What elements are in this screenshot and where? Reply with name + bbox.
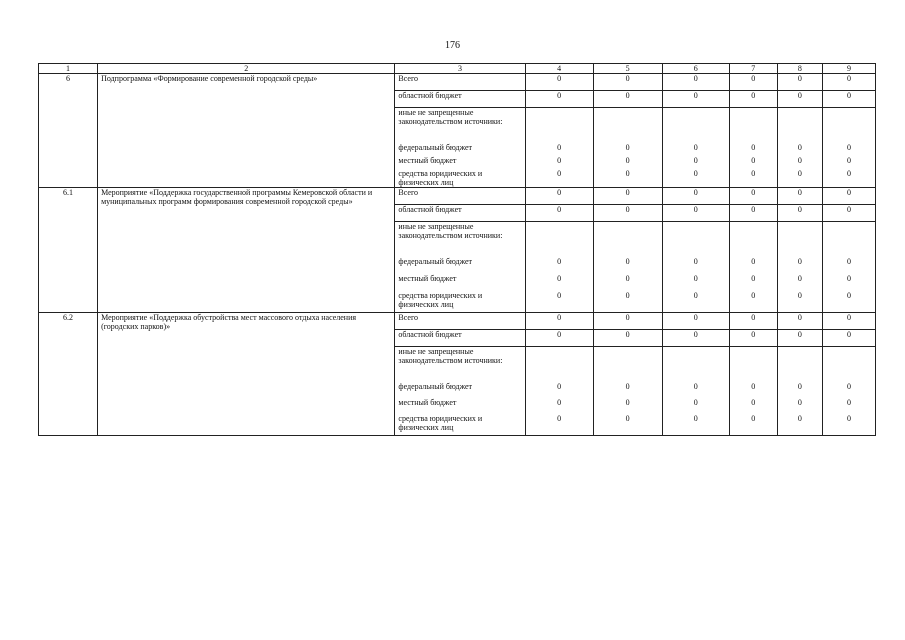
value-cell: 0 [593, 313, 662, 330]
value-cell: 0 [729, 205, 777, 222]
value-cell: 0 [777, 156, 822, 169]
value-cell [593, 347, 662, 383]
table-block-6 [39, 74, 876, 188]
value-cell: 0 [662, 330, 729, 347]
value-cell: 0 [662, 382, 729, 398]
column-header: 2 [98, 64, 395, 74]
funding-source: федеральный бюджет [395, 143, 525, 156]
value-cell: 0 [777, 291, 822, 313]
value-cell: 0 [822, 91, 875, 108]
value-cell: 0 [525, 169, 593, 188]
value-cell: 0 [593, 414, 662, 436]
value-cell: 0 [822, 257, 875, 274]
value-cell: 0 [662, 169, 729, 188]
page-number: 176 [445, 40, 460, 51]
value-cell: 0 [729, 398, 777, 414]
value-cell [593, 222, 662, 258]
value-cell: 0 [777, 398, 822, 414]
value-cell: 0 [822, 205, 875, 222]
value-cell [777, 108, 822, 144]
funding-source: местный бюджет [395, 398, 525, 414]
value-cell: 0 [525, 398, 593, 414]
funding-source: иные не запрещенные законодательством источники: [395, 108, 525, 144]
column-header: 7 [729, 64, 777, 74]
value-cell: 0 [662, 143, 729, 156]
value-cell: 0 [822, 414, 875, 436]
value-cell: 0 [729, 257, 777, 274]
funding-source: Всего [395, 188, 525, 205]
value-cell: 0 [593, 169, 662, 188]
value-cell: 0 [729, 74, 777, 91]
value-cell [822, 347, 875, 383]
value-cell: 0 [822, 398, 875, 414]
value-cell: 0 [525, 274, 593, 291]
value-cell: 0 [729, 291, 777, 313]
column-header: 9 [822, 64, 875, 74]
value-cell: 0 [729, 169, 777, 188]
funding-source: федеральный бюджет [395, 382, 525, 398]
value-cell: 0 [525, 382, 593, 398]
table-row [39, 188, 876, 205]
value-cell [822, 108, 875, 144]
value-cell: 0 [525, 74, 593, 91]
value-cell: 0 [822, 291, 875, 313]
value-cell: 0 [729, 414, 777, 436]
value-cell: 0 [822, 156, 875, 169]
row-name: Подпрограмма «Формирование современной городской среды» [98, 74, 395, 188]
value-cell: 0 [525, 313, 593, 330]
value-cell: 0 [729, 382, 777, 398]
value-cell: 0 [777, 169, 822, 188]
value-cell: 0 [822, 169, 875, 188]
value-cell [525, 108, 593, 144]
value-cell: 0 [593, 188, 662, 205]
value-cell: 0 [822, 74, 875, 91]
value-cell [525, 347, 593, 383]
funding-source: областной бюджет [395, 330, 525, 347]
value-cell: 0 [777, 74, 822, 91]
value-cell: 0 [662, 414, 729, 436]
value-cell: 0 [822, 143, 875, 156]
value-cell: 0 [662, 91, 729, 108]
column-header: 4 [525, 64, 593, 74]
value-cell: 0 [822, 274, 875, 291]
value-cell: 0 [593, 257, 662, 274]
value-cell: 0 [525, 330, 593, 347]
value-cell: 0 [777, 143, 822, 156]
value-cell: 0 [729, 188, 777, 205]
value-cell [593, 108, 662, 144]
value-cell: 0 [525, 188, 593, 205]
budget-table [38, 63, 876, 436]
funding-source: областной бюджет [395, 205, 525, 222]
value-cell: 0 [593, 291, 662, 313]
value-cell: 0 [822, 313, 875, 330]
table-row [39, 313, 876, 330]
value-cell: 0 [729, 313, 777, 330]
column-header: 1 [39, 64, 98, 74]
value-cell: 0 [777, 313, 822, 330]
row-code: 6.2 [39, 313, 98, 436]
value-cell: 0 [822, 188, 875, 205]
value-cell: 0 [662, 205, 729, 222]
funding-source: иные не запрещенные законодательством источники: [395, 222, 525, 258]
funding-source: средства юридических и физических лиц [395, 169, 525, 188]
value-cell: 0 [777, 91, 822, 108]
value-cell: 0 [593, 143, 662, 156]
value-cell: 0 [525, 414, 593, 436]
value-cell [777, 347, 822, 383]
value-cell: 0 [822, 382, 875, 398]
funding-source: областной бюджет [395, 91, 525, 108]
value-cell: 0 [593, 156, 662, 169]
value-cell: 0 [593, 398, 662, 414]
value-cell: 0 [777, 330, 822, 347]
column-header: 5 [593, 64, 662, 74]
funding-source: Всего [395, 74, 525, 91]
value-cell: 0 [593, 205, 662, 222]
value-cell: 0 [593, 74, 662, 91]
value-cell: 0 [525, 205, 593, 222]
column-header: 6 [662, 64, 729, 74]
value-cell: 0 [662, 291, 729, 313]
value-cell: 0 [525, 257, 593, 274]
funding-source: местный бюджет [395, 156, 525, 169]
row-code: 6.1 [39, 188, 98, 313]
table-block-6-1 [39, 188, 876, 313]
value-cell [662, 222, 729, 258]
row-name: Мероприятие «Поддержка обустройства мест массового отдыха населения (городских парков)» [98, 313, 395, 436]
value-cell: 0 [777, 414, 822, 436]
value-cell: 0 [662, 188, 729, 205]
value-cell: 0 [729, 330, 777, 347]
table-block-6-2 [39, 313, 876, 436]
value-cell: 0 [662, 398, 729, 414]
value-cell: 0 [593, 330, 662, 347]
value-cell: 0 [777, 257, 822, 274]
row-name: Мероприятие «Поддержка государственной программы Кемеровской области и муниципальных программ формирования современной городской среды» [98, 188, 395, 313]
value-cell: 0 [662, 156, 729, 169]
value-cell: 0 [729, 156, 777, 169]
value-cell: 0 [593, 382, 662, 398]
value-cell: 0 [525, 143, 593, 156]
value-cell: 0 [777, 382, 822, 398]
funding-source: средства юридических и физических лиц [395, 291, 525, 313]
table-row [39, 74, 876, 91]
value-cell [729, 347, 777, 383]
value-cell: 0 [525, 91, 593, 108]
value-cell: 0 [777, 205, 822, 222]
value-cell: 0 [777, 274, 822, 291]
value-cell [729, 108, 777, 144]
column-header: 8 [777, 64, 822, 74]
value-cell: 0 [662, 257, 729, 274]
value-cell: 0 [525, 156, 593, 169]
value-cell: 0 [662, 313, 729, 330]
funding-source: средства юридических и физических лиц [395, 414, 525, 436]
funding-source: федеральный бюджет [395, 257, 525, 274]
value-cell [525, 222, 593, 258]
value-cell: 0 [662, 74, 729, 91]
value-cell: 0 [729, 143, 777, 156]
value-cell: 0 [593, 274, 662, 291]
value-cell: 0 [662, 274, 729, 291]
value-cell: 0 [777, 188, 822, 205]
value-cell: 0 [729, 274, 777, 291]
value-cell: 0 [593, 91, 662, 108]
value-cell: 0 [822, 330, 875, 347]
value-cell [777, 222, 822, 258]
value-cell [662, 108, 729, 144]
value-cell [822, 222, 875, 258]
funding-source: иные не запрещенные законодательством источники: [395, 347, 525, 383]
value-cell [662, 347, 729, 383]
funding-source: Всего [395, 313, 525, 330]
value-cell: 0 [525, 291, 593, 313]
header-row [39, 64, 876, 74]
row-code: 6 [39, 74, 98, 188]
value-cell [729, 222, 777, 258]
column-header: 3 [395, 64, 525, 74]
funding-source: местный бюджет [395, 274, 525, 291]
value-cell: 0 [729, 91, 777, 108]
